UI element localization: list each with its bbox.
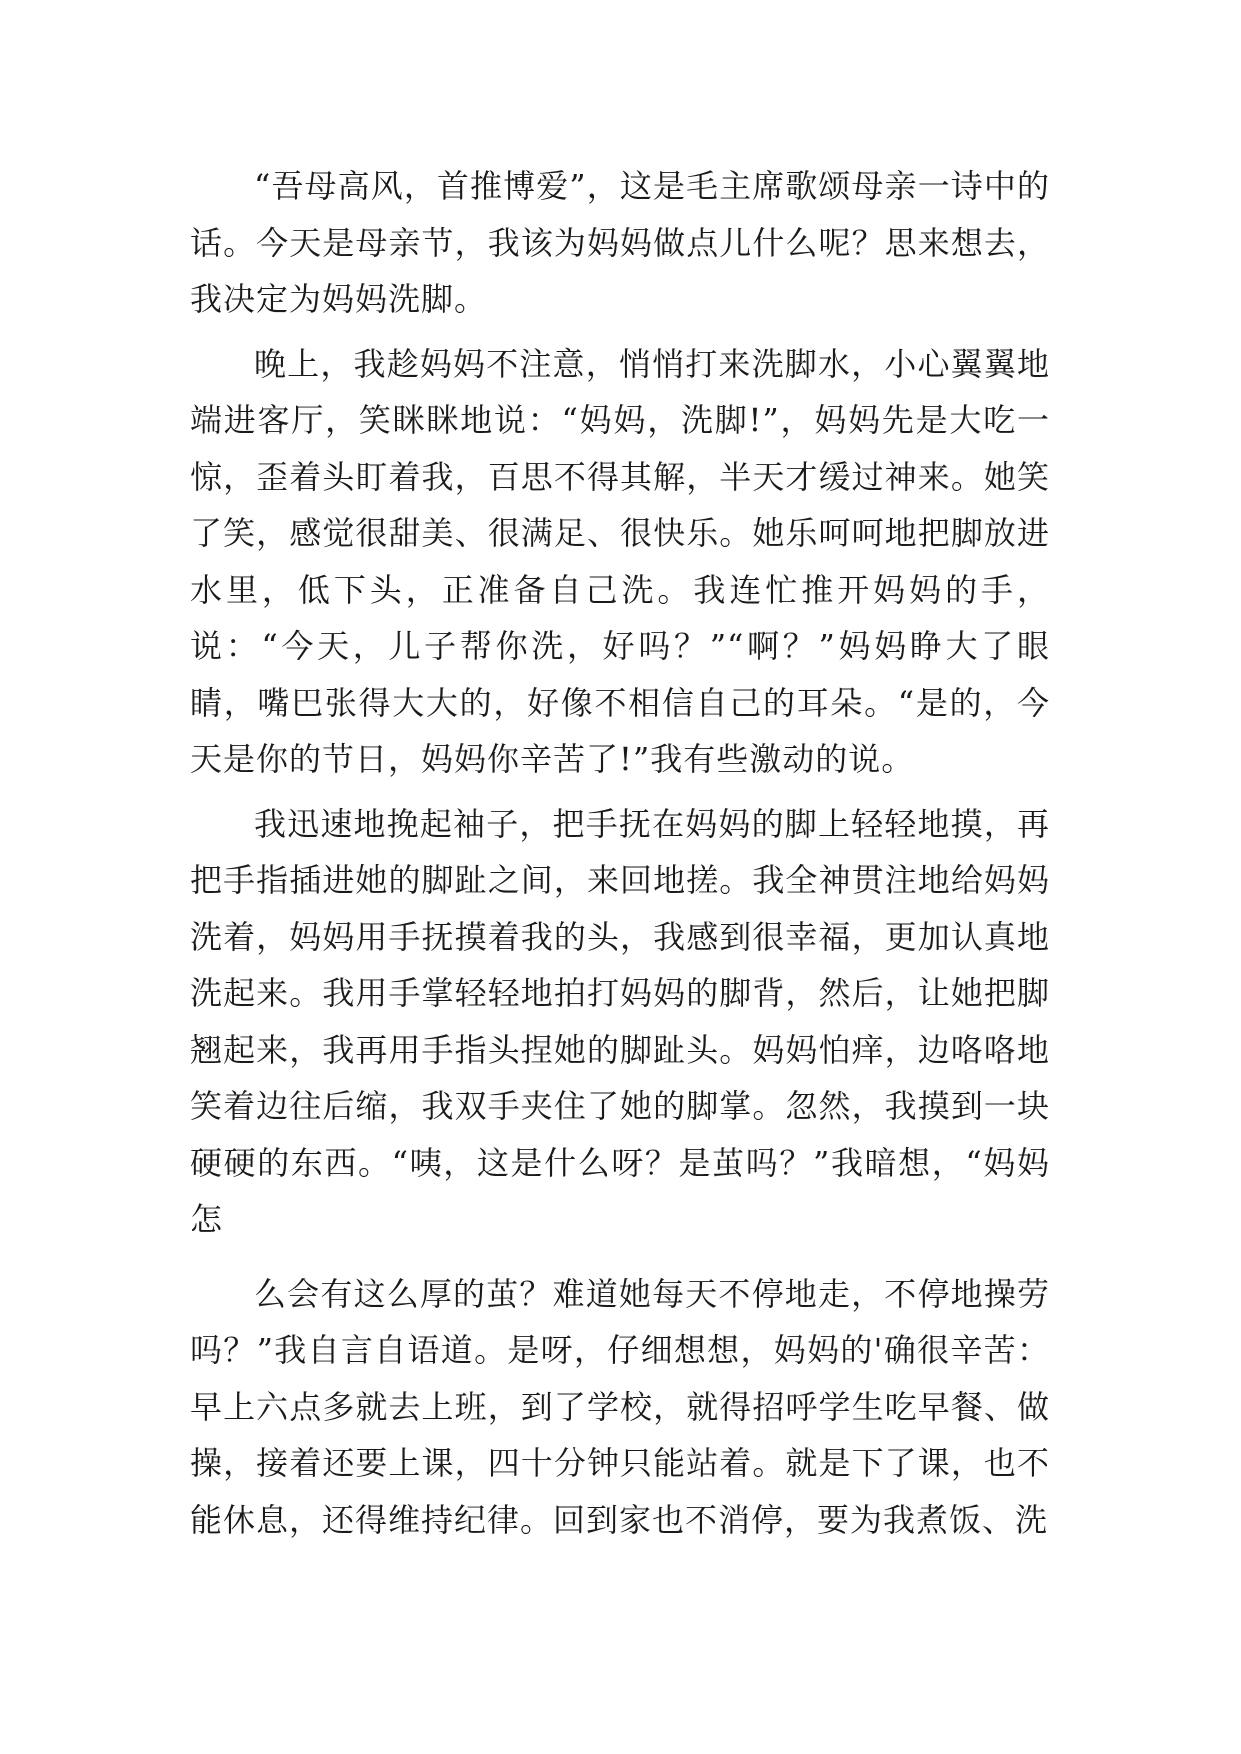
- paragraph-3: 我迅速地挽起袖子，把手抚在妈妈的脚上轻轻地摸，再把手指插进她的脚趾之间，来回地搓。我全神贯注地给妈妈洗着，妈妈用手抚摸着我的头，我感到很幸福，更加认真地洗起来。我用手掌轻轻地拍打妈妈的脚背，然后，让她把脚翘起来，我再用手指头捏她的脚趾头。妈妈怕痒，边咯咯地笑着边往后缩，我双手夹住了她的脚掌。忽然，我摸到一块硬硬的东西。“咦，这是什么呀？是茧吗？”我暗想，“妈妈怎: [190, 804, 1050, 1238]
- paragraph-4: 么会有这么厚的茧？难道她每天不停地走，不停地操劳吗？”我自言自语道。是呀，仔细想想，妈妈的'确很辛苦：早上六点多就去上班，到了学校，就得招呼学生吃早餐、做操，接着还要上课，四十分钟只能站着。就是下了课，也不能休息，还得维持纪律。回到家也不消停，要为我煮饭、洗: [190, 1274, 1050, 1539]
- paragraph-1: “吾母高风，首推博爱”，这是毛主席歌颂母亲一诗中的话。今天是母亲节，我该为妈妈做点儿什么呢？思来想去，我决定为妈妈洗脚。: [190, 167, 1050, 318]
- document-body: [190, 158, 1050, 1556]
- paragraph-2: 晚上，我趁妈妈不注意，悄悄打来洗脚水，小心翼翼地端进客厅，笑眯眯地说：“妈妈，洗脚!”，妈妈先是大吃一惊，歪着头盯着我，百思不得其解，半天才缓过神来。她笑了笑，感觉很甜美、很满足、很快乐。她乐呵呵地把脚放进水里，低下头，正准备自己洗。我连忙推开妈妈的手，说：“今天，儿子帮你洗，好吗？”“啊？”妈妈睁大了眼睛，嘴巴张得大大的，好像不相信自己的耳朵。“是的，今天是你的节日，妈妈你辛苦了!”我有些激动的说。: [190, 344, 1050, 778]
